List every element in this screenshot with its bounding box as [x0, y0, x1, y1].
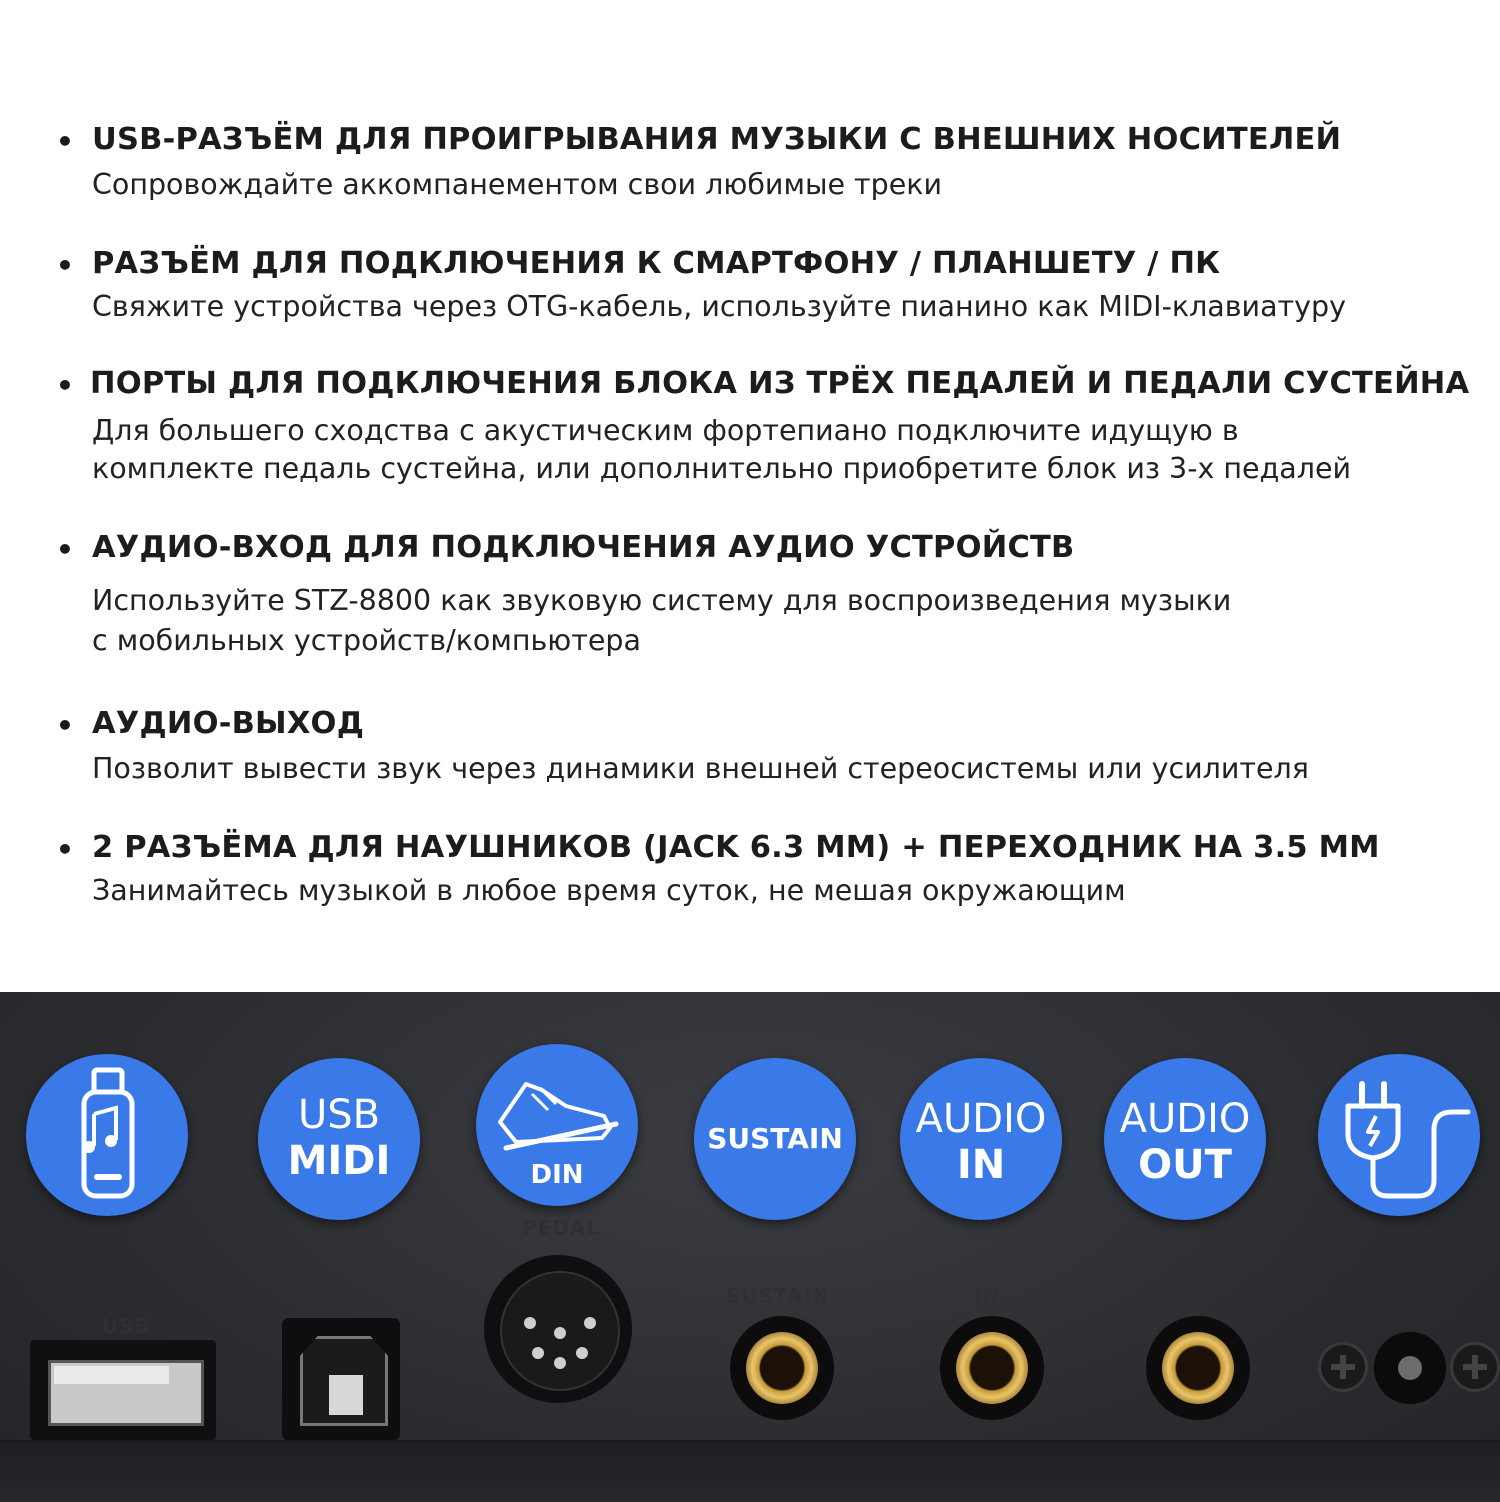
panel-label-usb: USB [102, 1314, 151, 1338]
feature-desc: Позволит вывести звук через динамики внешней стереосистемы или усилителя [92, 752, 1309, 785]
din-pin [576, 1347, 588, 1359]
usb-a-tongue [54, 1366, 169, 1384]
feature-title: USB-РАЗЪЁМ ДЛЯ ПРОИГРЫВАНИЯ МУЗЫКИ С ВНЕШНИХ НОСИТЕЛЕЙ [92, 122, 1342, 157]
bullet: • [56, 533, 74, 566]
usb-flash-music-icon [26, 1054, 188, 1216]
feature-title: РАЗЪЁМ ДЛЯ ПОДКЛЮЧЕНИЯ К СМАРТФОНУ / ПЛАНШЕТУ / ПК [92, 246, 1221, 281]
audio-in-line1: AUDIO [915, 1096, 1047, 1142]
feature-desc: Сопровождайте аккомпанементом свои любимые треки [92, 168, 943, 201]
bullet: • [56, 833, 74, 866]
din-pin [554, 1357, 566, 1369]
power-badge [1318, 1054, 1480, 1216]
feature-title: АУДИО-ВХОД ДЛЯ ПОДКЛЮЧЕНИЯ АУДИО УСТРОЙСТВ [92, 530, 1075, 565]
audio-out-jack [1146, 1316, 1250, 1420]
feature-title: 2 РАЗЪЁМА ДЛЯ НАУШНИКОВ (JACK 6.3 ММ) + ПЕРЕХОДНИК НА 3.5 ММ [92, 830, 1380, 865]
jack-socket [1162, 1332, 1234, 1404]
usb-a-port [30, 1340, 216, 1440]
audio-out-line1: AUDIO [1119, 1096, 1251, 1142]
din-pin [532, 1347, 544, 1359]
panel-label-out: OUT [1172, 1284, 1222, 1308]
panel-label-usb-b: USB [316, 1284, 365, 1308]
screw-icon [1318, 1342, 1368, 1392]
din-pin [524, 1317, 536, 1329]
dc-power-hole [1398, 1356, 1422, 1380]
usb-b-port-opening [300, 1336, 388, 1426]
jack-socket [956, 1332, 1028, 1404]
din-socket [500, 1271, 620, 1391]
panel-label-sustain: SUSTAIN [726, 1284, 830, 1308]
bullet: • [56, 249, 74, 282]
dc-power-port [1370, 1328, 1450, 1408]
usb-midi-line2: MIDI [287, 1138, 391, 1184]
sustain-jack [730, 1316, 834, 1420]
audio-out-line2: OUT [1138, 1142, 1232, 1188]
usb-midi-badge [258, 1058, 420, 1220]
power-plug-icon [1318, 1054, 1480, 1216]
panel-label-in: IN [974, 1284, 1001, 1308]
din-label: DIN [530, 1160, 584, 1190]
feature-title: ПОРТЫ ДЛЯ ПОДКЛЮЧЕНИЯ БЛОКА ИЗ ТРЁХ ПЕДАЛЕЙ И ПЕДАЛИ СУСТЕЙНА [90, 366, 1470, 401]
feature-desc: Для большего сходства с акустическим фортепиано подключите идущую в [92, 414, 1239, 447]
sustain-label: SUSTAIN [707, 1122, 843, 1155]
din-pin [554, 1327, 566, 1339]
audio-out-badge [1104, 1058, 1266, 1220]
feature-desc: с мобильных устройств/компьютера [92, 624, 641, 657]
feature-desc: комплекте педаль сустейна, или дополнительно приобретите блок из 3-х педалей [92, 452, 1352, 485]
feature-desc: Занимайтесь музыкой в любое время суток, не мешая окружающим [92, 874, 1126, 907]
feature-desc: Используйте STZ-8800 как звуковую систему для воспроизведения музыки [92, 584, 1232, 617]
usb-flash-badge [26, 1054, 188, 1216]
screw-icon [1450, 1342, 1500, 1392]
jack-socket [746, 1332, 818, 1404]
audio-in-jack [940, 1316, 1044, 1420]
usb-b-port [282, 1318, 400, 1440]
feature-desc: Свяжите устройства через OTG-кабель, используйте пианино как MIDI-клавиатуру [92, 290, 1346, 323]
audio-in-line2: IN [956, 1142, 1006, 1188]
din-badge [476, 1044, 638, 1206]
din-port [484, 1255, 632, 1403]
bullet: • [56, 709, 74, 742]
din-pin [584, 1317, 596, 1329]
usb-b-core [329, 1375, 363, 1415]
bullet: • [56, 125, 74, 158]
sustain-badge [694, 1058, 856, 1220]
feature-title: АУДИО-ВЫХОД [92, 706, 365, 741]
panel-bottom-edge [0, 1440, 1500, 1502]
bullet: • [56, 369, 74, 402]
panel-label-pedal: PEDAL [522, 1216, 601, 1240]
audio-in-badge [900, 1058, 1062, 1220]
usb-midi-line1: USB [297, 1092, 381, 1138]
